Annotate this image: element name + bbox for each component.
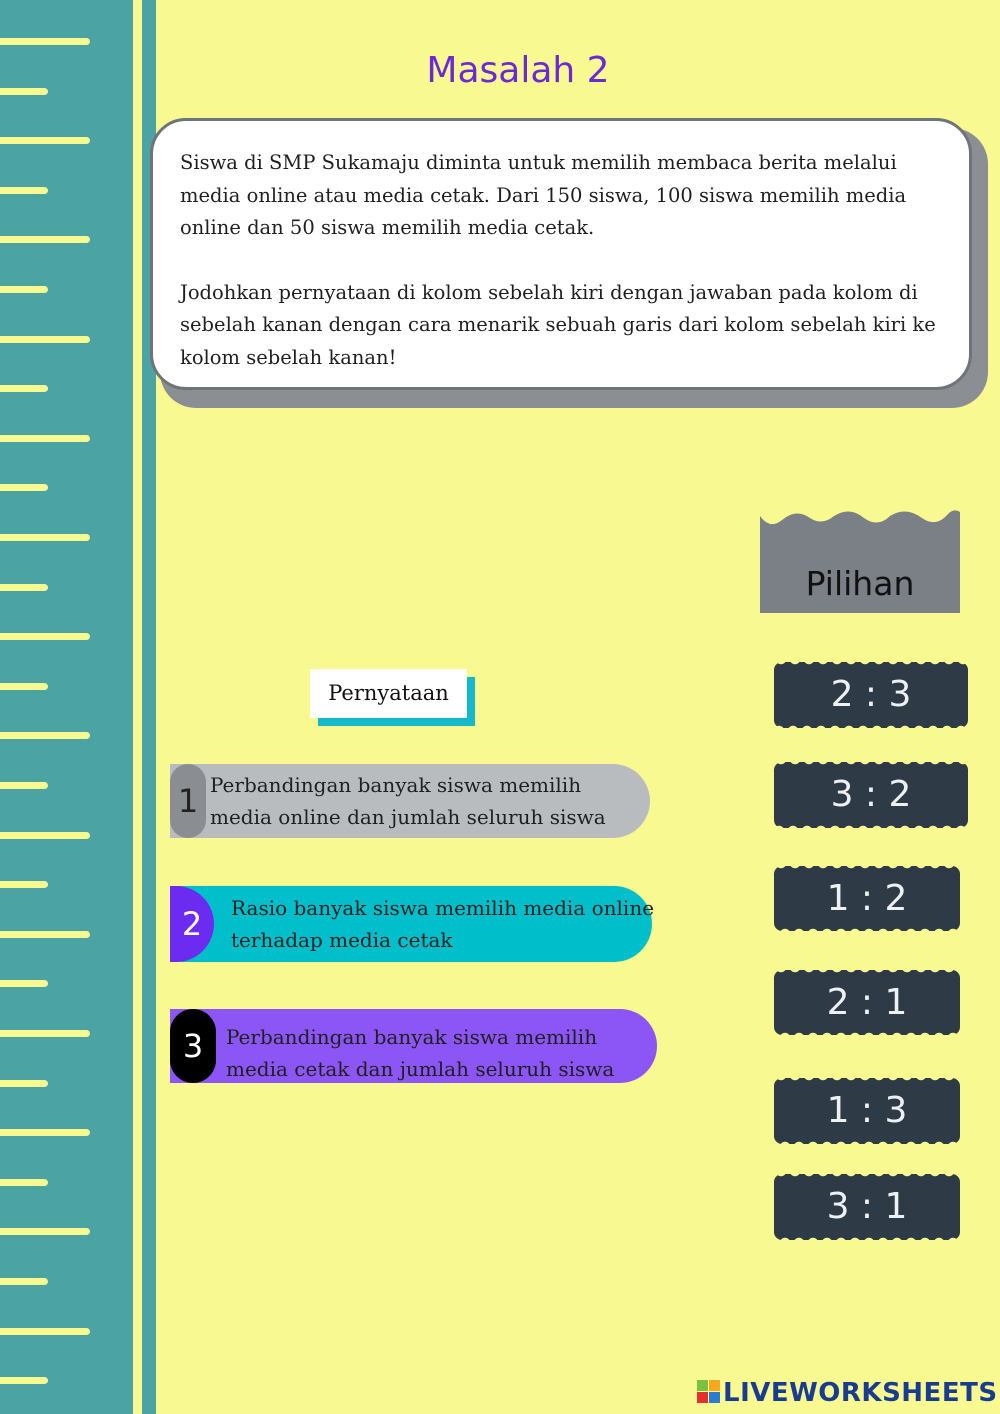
liveworksheets-brand: [697, 1378, 998, 1410]
ruler-tick: [0, 832, 90, 839]
liveworksheets-logo-icon: [697, 1380, 721, 1404]
ruler-tick: [0, 385, 48, 392]
ruler-tick: [0, 633, 90, 640]
statement-text-line-2: media online dan jumlah seluruh siswa: [210, 805, 606, 829]
page-title: Masalah 2: [426, 50, 610, 91]
ruler-tick: [0, 1328, 90, 1335]
statement-text-line-1: Rasio banyak siswa memilih media online: [231, 896, 655, 920]
ruler-tick: [0, 38, 90, 45]
ruler-tick: [0, 732, 90, 739]
option-5[interactable]: 1 : 3: [774, 1078, 960, 1144]
ruler-tick: [0, 484, 48, 491]
statements-header: Pernyataan: [310, 669, 467, 718]
ruler-tick: [0, 1228, 90, 1235]
option-6[interactable]: 3 : 1: [774, 1174, 960, 1240]
ruler-tick: [0, 1080, 48, 1087]
option-2[interactable]: 3 : 2: [774, 762, 968, 828]
ruler-tick: [0, 1129, 90, 1136]
option-4[interactable]: 2 : 1: [774, 970, 960, 1035]
statement-1[interactable]: [170, 764, 650, 838]
ruler-tick: [0, 931, 90, 938]
ruler-tick: [0, 534, 90, 541]
statement-2[interactable]: [170, 886, 655, 962]
statement-number: 2: [170, 886, 214, 962]
ruler-tick: [0, 435, 90, 442]
ruler-tick: [0, 236, 90, 243]
statement-3[interactable]: [170, 1009, 657, 1083]
ruler-tick: [0, 286, 48, 293]
statement-text-line-2: media cetak dan jumlah seluruh siswa: [226, 1057, 615, 1081]
ruler-tick: [0, 683, 48, 690]
ruler-tick: [0, 782, 48, 789]
option-3[interactable]: 1 : 2: [774, 866, 960, 931]
problem-paragraph-2: Jodohkan pernyataan di kolom sebelah kiri dengan jawaban pada kolom di sebelah kanan dengan cara menarik sebuah garis dari kolom sebelah kiri ke kolom sebelah kanan!: [180, 280, 936, 369]
ruler-tick: [0, 584, 48, 591]
statement-text-line-2: terhadap media cetak: [231, 928, 453, 952]
options-header-label: Pilihan: [805, 564, 915, 603]
statement-number: 3: [170, 1009, 216, 1083]
ruler-tick: [0, 336, 90, 343]
ruler-tick: [0, 1179, 48, 1186]
ruler-tick: [0, 1377, 48, 1384]
statement-text-line-1: Perbandingan banyak siswa memilih: [226, 1025, 598, 1049]
ruler-tick: [0, 980, 48, 987]
ruler-tick: [0, 1278, 48, 1285]
ruler-strip: [0, 0, 133, 1414]
options-header: [760, 508, 960, 613]
problem-card: [150, 118, 972, 390]
ruler-tick: [0, 137, 90, 144]
liveworksheets-text: LIVEWORKSHEETS: [723, 1378, 998, 1408]
ruler-tick: [0, 881, 48, 888]
problem-paragraph-1: Siswa di SMP Sukamaju diminta untuk memilih membaca berita melalui media online atau media cetak. Dari 150 siswa, 100 siswa memilih media online dan 50 siswa memilih media cetak.: [180, 151, 907, 239]
statement-number: 1: [170, 764, 206, 838]
option-1[interactable]: 2 : 3: [774, 662, 968, 728]
ruler-tick: [0, 1030, 90, 1037]
statement-text-line-1: Perbandingan banyak siswa memilih: [210, 773, 582, 797]
ruler-tick: [0, 187, 48, 194]
